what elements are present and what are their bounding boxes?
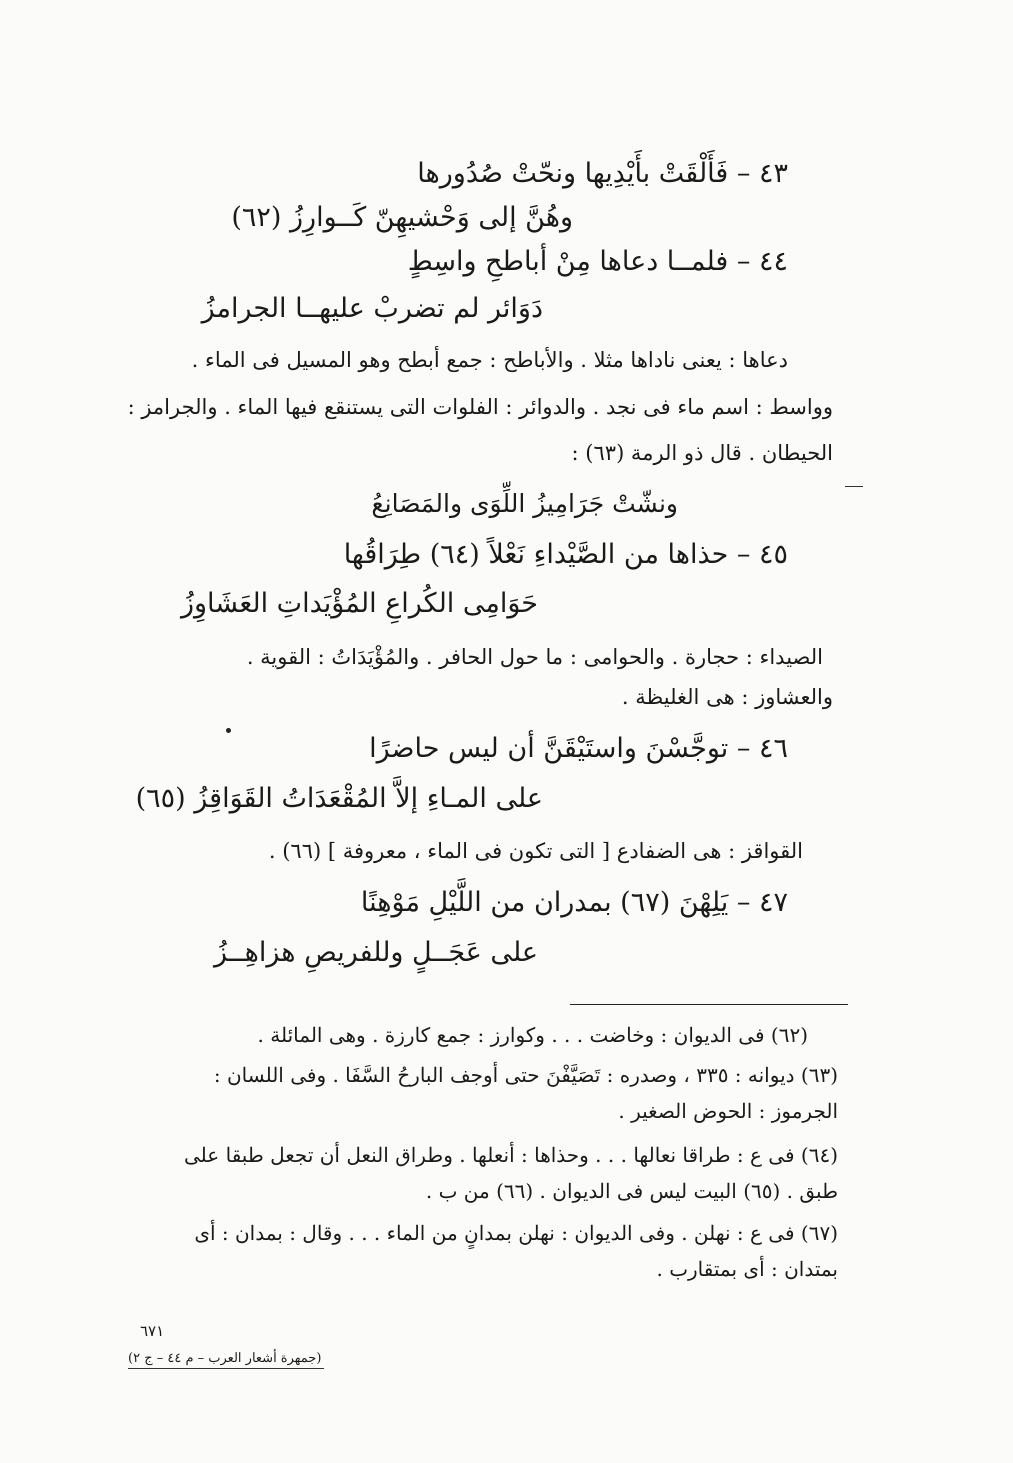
verse-43-second-hemistich: وهُنَّ إلى وَحْشيهِنّ كَــوارِزُ (٦٢) (231, 202, 573, 233)
footnote-62: (٦٢) فى الديوان : وخاضت . . . وكوارز : جمع كارزة . وهى المائلة . (257, 1023, 808, 1047)
gloss-45-line-1: الصيداء : حجارة . والحوامى : ما حول الحافر . والمُؤْيَدَاتُ : القوية . (246, 645, 823, 669)
verse-44-first-hemistich: ٤٤ – فلمــا دعاها مِنْ أباطحِ واسِطٍ (407, 246, 788, 277)
verse-45-second-hemistich: حَوَامِى الكُراعِ المُؤْيَداتِ العَشَاوِزُ (180, 588, 538, 619)
gloss-45-line-2: والعشاوز : هى الغليظة . (621, 685, 833, 709)
dhu-al-rumma-quotation: ونشّتْ جَرَامِيزُ اللِّوَى والمَصَانِعُ (371, 489, 678, 518)
margin-dash (845, 486, 863, 487)
gloss-44-line-1: دعاها : يعنى ناداها مثلا . والأباطح : جمع أبطح وهو المسيل فى الماء . (191, 348, 788, 372)
ink-speck (226, 728, 231, 733)
verse-44-second-hemistich: دَوَائر لم تضربْ عليهــا الجرامزُ (201, 293, 543, 324)
signature-underline (128, 1368, 324, 1369)
footnote-64-65-66: طبق . (٦٥) البيت ليس فى الديوان . (٦٦) من ب . (425, 1179, 838, 1203)
footnote-63-line-2: الجرموز : الحوض الصغير . (618, 1099, 838, 1123)
gloss-44-line-3: الحيطان . قال ذو الرمة (٦٣) : (571, 441, 833, 465)
gloss-44-line-2: وواسط : اسم ماء فى نجد . والدوائر : الفلوات التى يستنقع فيها الماء . والجرامز : (127, 395, 833, 419)
verse-47-second-hemistich: على عَجَــلٍ وللفريصِ هزاهِــزُ (213, 937, 538, 968)
verse-47-first-hemistich: ٤٧ – يَلِهْنَ (٦٧) بمدران من اللَّيْلِ مَوْهِنًا (360, 887, 788, 918)
page-number: ٦٧١ (140, 1322, 165, 1340)
verse-43-first-hemistich: ٤٣ – فَأَلْقَتْ بأَيْدِيها ونحّتْ صُدُورها (417, 158, 788, 189)
footnote-63-line-1: (٦٣) ديوانه : ٣٣٥ ، وصدره : تَصَيَّفْنَ حتى أوجف البارحُ السَّفَا . وفى اللسان : (213, 1063, 838, 1087)
footnote-64-line-1: (٦٤) فى ع : طراقا نعالها . . . وحذاها : أنعلها . وطراق النعل أن تجعل طبقا على (184, 1143, 838, 1167)
verse-45-first-hemistich: ٤٥ – حذاها من الصَّيْداءِ نَعْلاً (٦٤) طِرَاقُها (343, 539, 788, 570)
verse-46-first-hemistich: ٤٦ – توجَّسْنَ واستَيْقَنَّ أن ليس حاضرًا (369, 733, 788, 764)
footnote-separator (570, 1004, 848, 1005)
footnote-67-line-2: بمتدان : أى بمتقارب . (656, 1257, 838, 1281)
footnote-67-line-1: (٦٧) فى ع : نهلن . وفى الديوان : نهلن بمدانٍ من الماء . . . وقال : بمدان : أى (194, 1221, 838, 1245)
gloss-46: القواقز : هى الضفادع [ التى تكون فى الماء ، معروفة ] (٦٦) . (268, 839, 803, 863)
verse-46-second-hemistich: على المـاءِ إلاَّ المُقْعَدَاتُ القَوَاقِزُ (٦٥) (135, 783, 543, 814)
print-signature: (جمهرة أشعار العرب – م ٤٤ – ج ٢) (128, 1351, 322, 1366)
